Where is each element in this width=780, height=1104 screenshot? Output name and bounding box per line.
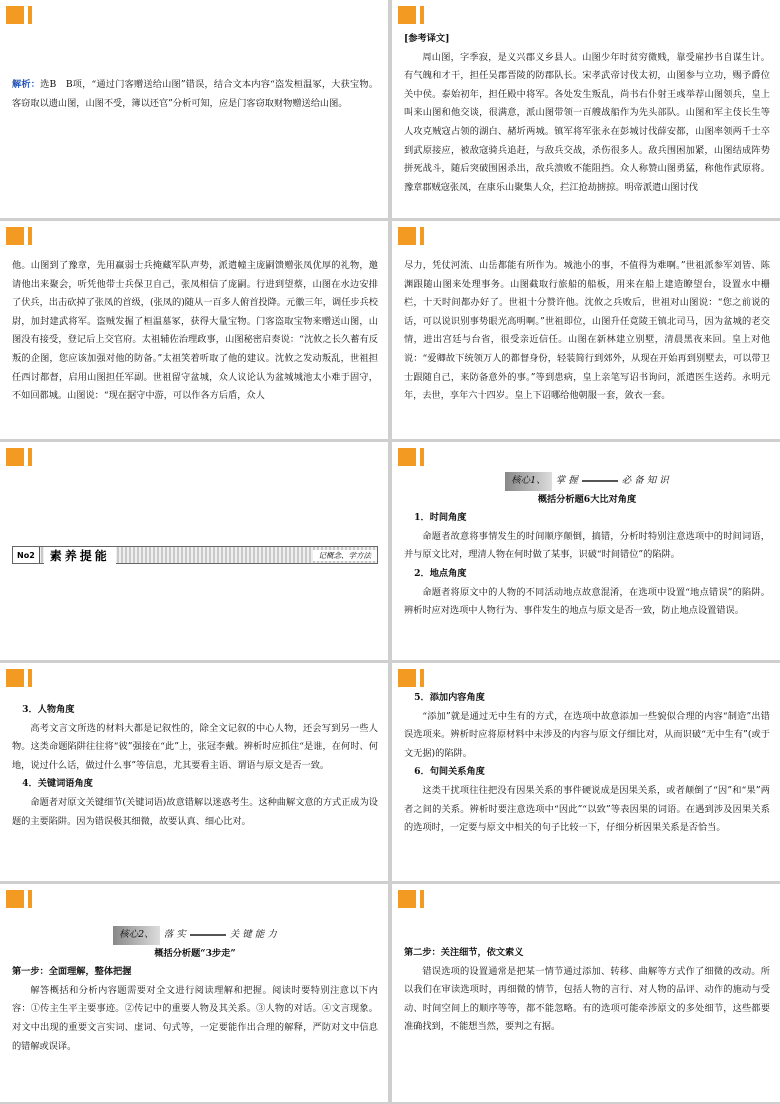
slide-3 (0, 221, 388, 439)
translation-part-1 (404, 30, 770, 197)
translation-text: 尽力，凭仗河流、山岳都能有所作为。城池小的事，不值得为难啊。”世祖派参军刘皆、陈渊跟随山图来处理事务。山图截取行旅船的船板，用来在船上建造瞭望台，设置水中栅栏，十天时间都办好了。世祖十分赞许他。沈攸之兵败后，世祖对山图说：“您之前说的话，可以说识别事势眼光高明啊。”世祖即位，山图升任竟陵王镇北司马，因为盆城的老交情，进出宫廷与台省，很受亲近信任。山图在新林建立别墅，清晨黑夜来回。皇上对他说：“爱卿故下统领万人的都督身份，轻装简行到郊外，从现在开始再到别墅去，可以带卫士跟随自己，来防备意外的事。”等到患病，皇上亲笔写诏书询问，派遣医生送药。永明元年，去世，享年六十四岁。皇上下诏哪给他朝服一套，敛衣一套。 (404, 260, 770, 402)
item-text: 命题者对原文关键细节(关键词语)故意错解以迷惑考生。这种曲解文意的方式正成为设题的主要陷阱。因为错误极其细微，故要认真、细心比对。 (12, 796, 378, 827)
analysis-text: 选B B项，“通过门客赠送给山图”错误，结合文本内容“盗发桓温冢，大获宝物。客窃取以遗山图，山图不受，簿以还官”分析可知，应是门客窃取财物赠送给山图。 (12, 79, 379, 109)
core-number: 核心2、 (113, 926, 160, 945)
translation-part-3 (404, 257, 770, 406)
step-2-content (404, 944, 770, 1037)
slide-ornament (6, 448, 32, 466)
slide-8 (392, 663, 780, 881)
slide-ornament (398, 890, 424, 908)
item-heading: 5．添加内容角度 (414, 692, 485, 703)
translation-text: 他。山图到了豫章，先用赢弱士兵掩藏军队声势，派遣幢主庞嗣馈赠张凤优厚的礼物，邀请他出来聚会，听凭他带士兵保卫自己，张凤相信了庞嗣。行进到望蔡，山图在水边安排了伏兵，出击砍掉了张凤的首级，(张凤的)随从一百多人俯首投降。元徽三年，调任步兵校尉，加封建武将军。盗贼发掘了桓温墓冢，获得大量宝物。门客盗取宝物来赠送山图，山图没有接受，登记后上交官府。太祖辅佐治理政事，山图秘密启奏说：“沈攸之长久蓄有反叛的企图，您应该加强对他的防备。”太祖笑着听取了他的建议。沈攸之发动叛乱，世祖担任西讨都督，启用山图担任军副。世祖留守盆城，众人议论认为盆城城池太小难于固守，不如回都城。山图说：“现在据守中游，可以作各方后盾，众人 (12, 260, 378, 402)
core-title: 概括分析题“3步走” (154, 947, 236, 959)
translation-heading: [参考译文] (404, 33, 450, 44)
core-left: 掌 握 (555, 475, 578, 486)
step-text: 解答概括和分析内容题需要对全文进行阅读理解和把握。阅读时要特别注意以下内容：①传主生平主要事迹。②传记中的重要人物及其关系。③人物的对话。④文言现象。对文中出现的重要文言实词、虚词、句式等，一定要能作出合理的解释，严防对文中信息的错解或误译。 (12, 984, 378, 1052)
step-heading: 第二步：关注细节，依文索义 (404, 947, 524, 958)
section-title: 素养提能 (44, 547, 116, 564)
step-text: 错误选项的设置通常是把某一情节通过添加、转移、曲解等方式作了细微的改动。所以我们在审读选项时，再细微的情节，包括人物的言行、对人物的品评、动作的施动与受动、时间空间上的顺序等等，都不能忽略。有的选项可能牵涉原文的多处细节，这些都要准确找到，不能想当然，要判之有据。 (404, 965, 770, 1033)
slide-ornament (6, 669, 32, 687)
item-heading: 4．关键词语角度 (22, 778, 93, 790)
slide-ornament (398, 227, 424, 245)
angles-5-6 (404, 689, 770, 838)
slide-4 (392, 221, 780, 439)
step-heading: 第一步：全面理解，整体把握 (12, 966, 132, 978)
analysis-label: 解析： (12, 79, 41, 90)
core-2-content (12, 926, 378, 1056)
item-heading: 3．人物角度 (22, 704, 75, 715)
slide-5 (0, 442, 388, 660)
core-heading (404, 472, 770, 491)
item-text: 高考文言文所选的材料大都是记叙性的，除全文记叙的中心人物，还会写到另一些人物。这类命题陷阱往往将“彼”强接在“此”上，张冠李戴。辨析时应抓住“是谁，在何时、何地，说过什么话，做过什么事”等信息，尤其要看主语、谓语与原文是否一致。 (12, 722, 378, 771)
slide-ornament (398, 669, 424, 687)
core-title: 概括分析题6大比对角度 (537, 493, 637, 505)
slide-ornament (6, 6, 32, 24)
item-text: 命题者故意将事情发生的时间顺序颠倒，搞错，分析时特别注意选项中的时间词语，并与原文比对，理清人物在何时做了某事，识破“时间错位”的陷阱。 (404, 530, 770, 561)
item-text: “添加”就是通过无中生有的方式，在选项中故意添加一些貌似合理的内容“制造”出错误选项来。辨析时应将原材料中未涉及的内容与原文仔细比对，从而识破“无中生有”(或于文无据)的陷阱。 (404, 710, 770, 759)
item-heading: 2．地点角度 (414, 567, 467, 579)
core-left: 落 实 (163, 929, 186, 940)
section-banner (12, 546, 378, 564)
slide-ornament (6, 227, 32, 245)
angles-3-4 (12, 701, 378, 831)
item-text: 命题者将原文中的人物的不同活动地点故意混淆，在选项中设置“地点错误”的陷阱。辨析时应对选项中人物行为、事件发生的地点与原文是否一致，防止地点设置错误。 (404, 586, 770, 617)
item-heading: 1．时间角度 (414, 512, 467, 524)
slide-ornament (6, 890, 32, 908)
slide-1 (0, 0, 388, 218)
slide-2 (392, 0, 780, 218)
slide-ornament (398, 6, 424, 24)
core-1-content (404, 472, 770, 621)
section-number: No2 (13, 547, 40, 563)
slide-10 (392, 884, 780, 1102)
translation-part-2 (12, 257, 378, 406)
slide-7 (0, 663, 388, 881)
core-number: 核心1、 (505, 472, 552, 491)
slide-9 (0, 884, 388, 1102)
core-heading (12, 926, 378, 945)
item-text: 这类干扰项往往把没有因果关系的事件硬说成是因果关系，或者颠倒了“因”和“果”两者之间的关系。辨析时要注意选项中“因此”“以致”等表因果的词语。在遇到涉及因果关系的选项时，一定要与原文中相关的句子比较一下，仔细分析因果关系是否恰当。 (404, 784, 770, 834)
section-subtitle: 记概念、学方法 (313, 550, 378, 561)
item-heading: 6．句间关系角度 (414, 766, 485, 778)
answer-analysis (12, 76, 378, 113)
core-right: 关 键 能 力 (229, 929, 277, 940)
slide-ornament (398, 448, 424, 466)
translation-text: 周山图，字季寂，是义兴郡义乡县人。山图少年时贫穷微贱，靠受雇抄书自谋生计。有气魄和才干，担任吴郡晋陵的防郡队长。宋孝武帝讨伐太初，山图参与立功，赐予爵位关中侯。泰始初年，担任殿中将军。各处发生叛乱，尚书右仆射王彧举荐山图领兵，皇上叫来山图和他交谈，很满意，派山图带领一百艘战船作为先头部队。山图和军主伎长生等人攻克贼寇占领的湖白、赭圻两城。镇军将军张永在彭城讨伐薛安都，山图率领两千士卒到武原接应，被敌寇骑兵追赶，与敌兵交战，杀伤很多人。敌兵围困加紧，山图结成阵势拼死战斗，随后突破围困杀出，敌兵溃败不能阻挡。众人称赞山图勇猛，称他作武原将。豫章郡贼寇张凤，在康乐山聚集人众，拦江抢劫掳掠。明帝派遣山图讨伐 (404, 51, 770, 193)
core-right: 必 备 知 识 (621, 475, 669, 486)
slide-6 (392, 442, 780, 660)
